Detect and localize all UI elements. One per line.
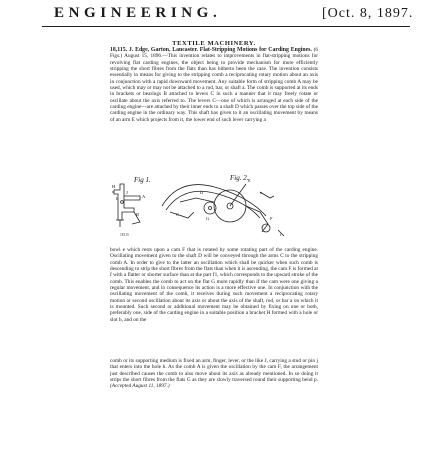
paragraph-2: bowl e which rests upon a cam F that is rotated by some rotating part of the carding engine. Oscillating movement given to the shaft D will be conveyed through the arms C to the stripping comb A. In order to give to the latter an oscillation which shall be quicker when such comb is descending to strip the short fibres from the flats than when it is ascending, the cam F is formed at f with a flatter or shorter surface than at the part f1, which corresponds to the upward stroke of the comb. This enables the comb to act on the flat G more rapidly than if the cam were one giving a regular movement, and in consequence its action is a more effective one. In conjunction with the oscillating movement of the comb, it receives during such movement a reciprocating rotary motion or second oscillation about its axis or about the axis of the shaft, rod, or bar a on which it is mounted. Such second or additional movement may be obtained by fixing on one or both, preferably one, side of the carding engine in a suitable position a bracket H formed with a hole or slot h, and on the — [110, 247, 319, 323]
masthead: ENGINEERING. — [54, 5, 222, 21]
paragraph-1-text: —This invention relates to improvements in flat-stripping motions for revolving flat carding engines, the object being to provide mechanism for more efficiently stripping the short fibres from the flats than has hitherto been the case. The invention consists essentially in means for giving to the stripping comb a reciprocating rotary motion about an axis in conjunction with a rapid downward movement. Any suitable form of stripping comb A may be used, which may or may not be attached to a rod, bar, or shaft a. The comb is supported at its ends in brackets or bearings B attached to levers C in such a manner that it may freely rotate or oscillate about the axis referred to. The levers C—one of which is arranged at each side of the carding engine—are attached by their inner ends to a shaft D which passes over the top side of the carding engine in the ordinary way. This shaft has given to it an oscillating movement by means of an arm E which projects from it, the lower end of such lever carrying a — [110, 53, 318, 123]
fig2-label: Fig. 2. — [230, 174, 249, 182]
figure-number: 18115 — [120, 233, 129, 237]
letter-B: B — [136, 212, 140, 217]
paragraph-3 — [110, 358, 318, 390]
paragraph-1 — [110, 47, 318, 123]
paragraph-3-text: comb or its supporting medium is fixed an arm, finger, lever, or the like J, carrying a stud or pin j that enters into the hole h. As the comb A is given the oscillation by the cam F, the arrangement just described causes the comb to also move about its axis as already mentioned. In so doing it strips the short fibres from the flats G as they are slowly traversed round their supporting bend p. — [110, 358, 318, 384]
letter-H: H — [112, 184, 116, 189]
patent-figure — [110, 172, 318, 242]
accepted-date: (Accepted August 11, 1897.) — [110, 383, 170, 390]
letter-A: A — [142, 194, 146, 199]
heading-meta: (6 Figs.) August 15, 1896. — [110, 47, 318, 60]
letter-C: C — [176, 212, 180, 217]
letter-D: D — [200, 190, 204, 195]
article-conclusion — [110, 358, 318, 390]
fig1-label: Fig 1. — [134, 176, 151, 184]
letter-J: J — [126, 190, 128, 195]
page-header — [0, 0, 433, 26]
letter-e: e — [260, 190, 262, 195]
letter-G: G — [206, 216, 210, 221]
article-intro — [110, 47, 318, 123]
patent-heading: 18,115. J. Edge, Garton, Lancaster. Flat-Stripping Motions for Carding Engines. — [110, 47, 312, 53]
section-title: TEXTILE MACHINERY. — [172, 40, 256, 47]
publication-date: [Oct. 8, 1897. — [322, 6, 414, 21]
letter-F: F — [270, 216, 273, 221]
letter-f: f — [280, 232, 282, 237]
letter-h: h — [116, 196, 119, 201]
figure-drawing — [110, 172, 318, 242]
header-rule — [42, 26, 410, 27]
letter-E: E — [248, 178, 251, 183]
article-continued — [110, 247, 318, 323]
fig2-drawing — [162, 184, 284, 236]
